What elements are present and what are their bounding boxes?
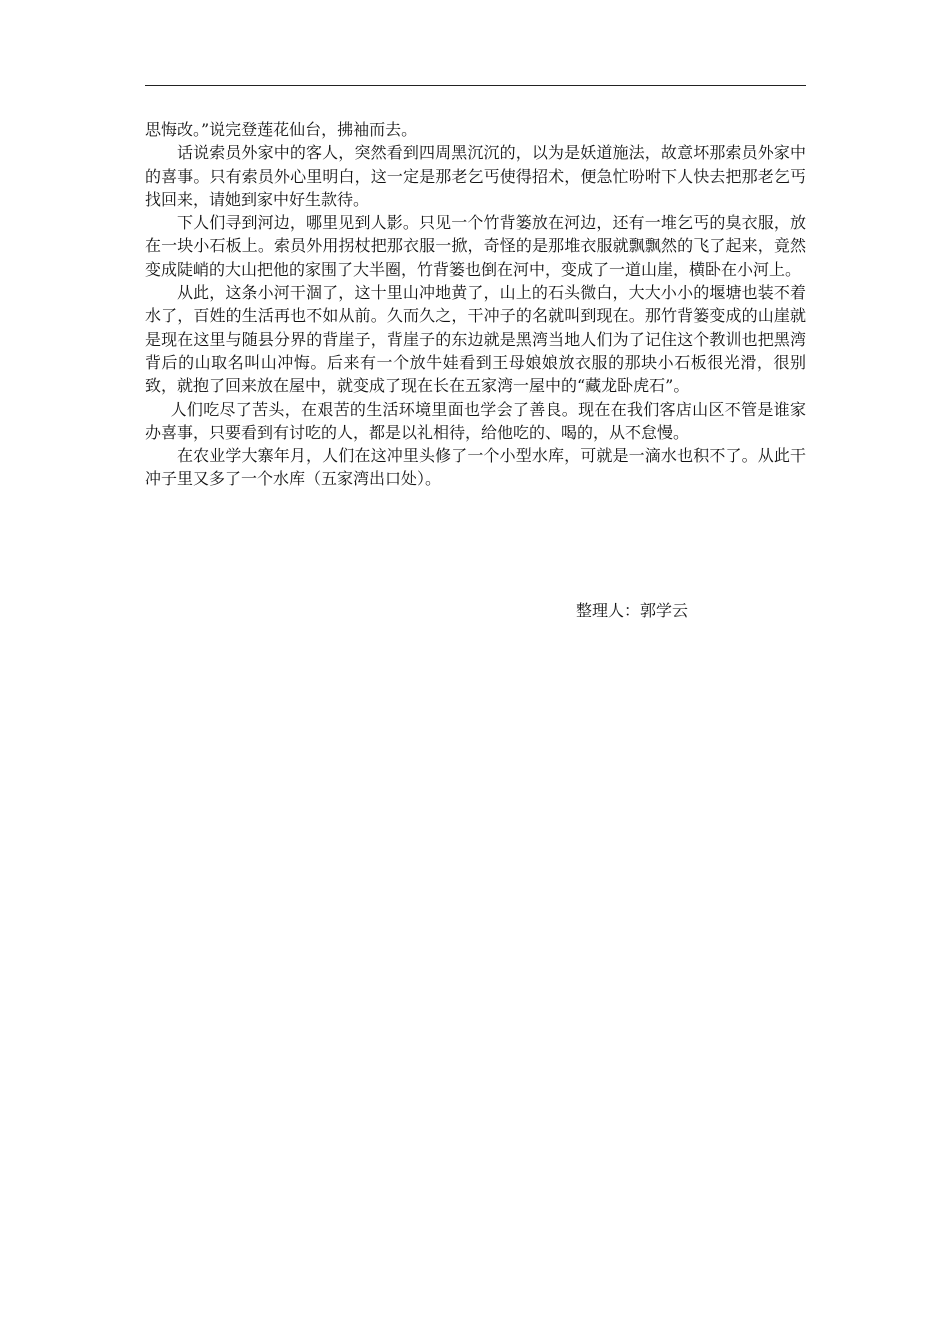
header-rule: [145, 85, 806, 86]
signature: 整理人：郭学云: [576, 601, 689, 620]
paragraph-6: 在农业学大寨年月，人们在这冲里头修了一个小型水库，可就是一滴水也积不了。从此干冲子里又多了一个水库（五家湾出口处）。: [145, 446, 806, 489]
document-body: [145, 118, 806, 491]
paragraph-3: 下人们寻到河边，哪里见到人影。只见一个竹背篓放在河边，还有一堆乞丐的臭衣服，放在一块小石板上。索员外用拐杖把那衣服一掀，奇怪的是那堆衣服就飘飘然的飞了起来，竟然变成陡峭的大山把他的家围了大半圈，竹背篓也倒在河中，变成了一道山崖，横卧在小河上。: [145, 213, 806, 279]
paragraph-4: 从此，这条小河干涸了，这十里山冲地黄了，山上的石头微白，大大小小的堰塘也装不着水了，百姓的生活再也不如从前。久而久之，干冲子的名就叫到现在。那竹背篓变成的山崖就是现在这里与随县分界的背崖子，背崖子的东边就是黑湾当地人们为了记住这个教训也把黑湾背后的山取名叫山冲悔。后来有一个放牛娃看到王母娘娘放衣服的那块小石板很光滑，很别致，就抱了回来放在屋中，就变成了现在长在五家湾一屋中的“藏龙卧虎石”。: [145, 283, 806, 396]
paragraph-5: 人们吃尽了苦头，在艰苦的生活环境里面也学会了善良。现在在我们客店山区不管是谁家办喜事，只要看到有讨吃的人，都是以礼相待，给他吃的、喝的，从不怠慢。: [145, 399, 806, 442]
paragraph-1: 思悔改。”说完登莲花仙台，拂袖而去。: [145, 120, 418, 139]
paragraph-2: 话说索员外家中的客人，突然看到四周黑沉沉的，以为是妖道施法，故意坏那索员外家中的喜事。只有索员外心里明白，这一定是那老乞丐使得招术，便急忙吩咐下人快去把那老乞丐找回来，请她到家中好生款待。: [145, 143, 806, 209]
